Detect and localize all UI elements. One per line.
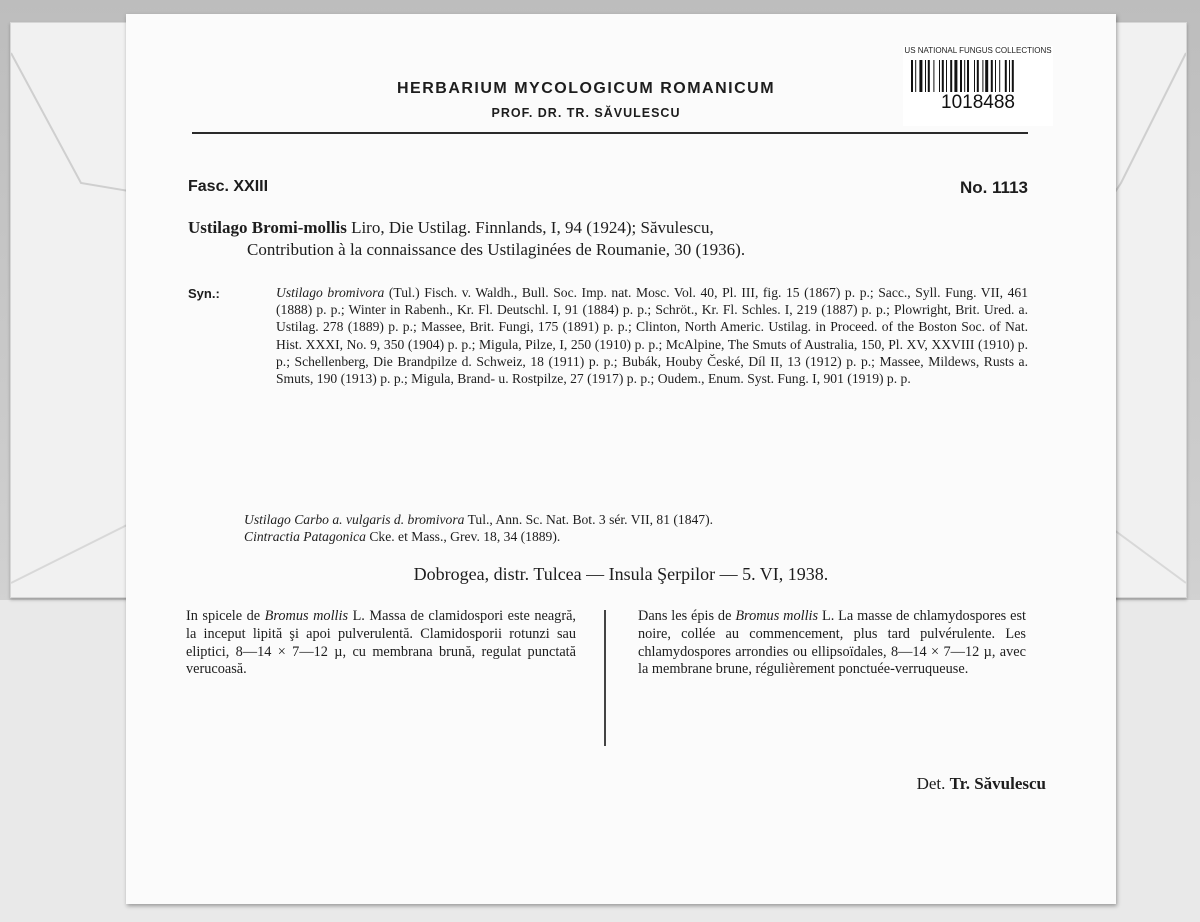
synonyms-paragraph <box>276 284 1028 387</box>
barcode-bar <box>1009 60 1010 92</box>
barcode-bar <box>942 60 944 92</box>
specimen-label <box>126 14 1116 904</box>
description-text: In spicele de <box>186 608 265 624</box>
barcode-bar <box>933 60 934 92</box>
column-divider <box>604 610 606 746</box>
host-name: Bromus mollis <box>735 608 819 624</box>
herbarium-subtitle: PROF. DR. TR. SĂVULESCU <box>491 106 681 120</box>
barcode-number: 1018488 <box>941 92 1015 113</box>
description-text: L. Massa de clamidospori este neagră, la inceput lipită şi apoi pulverulentă. Clamidosporii rotunzi sau eliptici, 8—14 × 7—12 µ, cu membrana brună, regulat punctată verucoasă. <box>186 608 576 678</box>
barcode-bar <box>982 60 983 92</box>
synonyms-label: Syn.: <box>188 286 220 301</box>
barcode-bar <box>925 60 926 92</box>
header-rule <box>192 132 1028 134</box>
barcode-bar <box>919 60 922 92</box>
barcode-bar <box>911 60 913 92</box>
barcode-bar <box>964 60 965 92</box>
barcode-bar <box>1012 60 1014 92</box>
barcode-bar <box>915 60 916 92</box>
host-name: Bromus mollis <box>264 608 349 624</box>
barcode-sticker <box>903 46 1053 126</box>
barcode-bar <box>991 60 993 92</box>
fascicle: Fasc. XXIII <box>188 178 269 195</box>
barcode-bar <box>977 60 979 92</box>
barcode-bar <box>1005 60 1007 92</box>
species-name: Ustilago Bromi-mollis <box>188 218 347 237</box>
barcode-bar <box>939 60 940 92</box>
barcode-bar <box>950 60 952 92</box>
barcode-bar <box>960 60 962 92</box>
synonym-name: Ustilago bromivora <box>276 285 385 300</box>
synonym-line <box>244 511 1044 528</box>
barcode-bar <box>985 60 988 92</box>
barcode-bar <box>928 60 930 92</box>
barcode-bar <box>954 60 957 92</box>
barcode <box>911 60 1045 92</box>
synonym-name: Cintractia Patagonica <box>244 529 366 545</box>
description-french <box>638 608 1026 679</box>
synonyms-additional <box>244 511 1044 545</box>
determiner-prefix: Det. <box>916 774 950 793</box>
species-citation-line2: Contribution à la connaissance des Ustilaginées de Roumanie, 30 (1936). <box>247 240 746 259</box>
barcode-bar <box>946 60 947 92</box>
barcode-bar <box>995 60 996 92</box>
herbarium-title: HERBARIUM MYCOLOGICUM ROMANICUM <box>396 80 776 97</box>
barcode-caption: US NATIONAL FUNGUS COLLECTIONS <box>904 46 1052 55</box>
determiner <box>917 774 1046 794</box>
description-text: Dans les épis de <box>638 608 736 624</box>
species-citation-line1: Liro, Die Ustilag. Finnlands, I, 94 (1924); Săvulescu, <box>346 218 714 237</box>
description-romanian <box>186 608 576 679</box>
synonym-name: Ustilago Carbo a. vulgaris d. bromivora <box>244 512 465 527</box>
barcode-bar <box>974 60 975 92</box>
determiner-name: Tr. Săvulescu <box>949 774 1046 793</box>
collection-locality: Dobrogea, distr. Tulcea — Insula Şerpilor — 5. VI, 1938. <box>413 564 829 584</box>
synonym-citation: Tul., Ann. Sc. Nat. Bot. 3 sér. VII, 81 (1847). <box>464 512 714 527</box>
barcode-bar <box>967 60 969 92</box>
barcode-bar <box>999 60 1000 92</box>
synonym-citations: (Tul.) Fisch. v. Waldh., Bull. Soc. Imp. nat. Mosc. Vol. 40, Pl. III, fig. 15 (1867) p. p.; Sacc., Syll. Fung. VII, 461 (1888) p. p.; Winter in Rabenh., Kr. Fl. Deutschl. I, 91 (1884) p. p.; Schröt., Kr. Fl. Schles. I, 219 (1887) p. p.; Plowright, Brit. Ured. a. Ustilag. 278 (1889) p. p.; Massee, Brit. Fungi, 175 (1891) p. p.; Clinton, North Americ. Ustilag. in Proceed. of the Boston Soc. of Nat. Hist. XXXI, No. 9, 350 (1904) p. p.; Migula, Pilze, I, 250 (1910) p. p.; McAlpine, The Smuts of Australia, 150, Pl. XV, XXVIII (1910) p. p.; Schellenberg, Die Brandpilze d. Schweiz, 18 (1911) p. p.; Bubák, Houby České, Díl II, 13 (1912) p. p.; Massee, Mildews, Rusts a. Smuts, 190 (1913) p. p.; Migula, Brand- u. Rostpilze, 27 (1917) p. p.; Oudem., Enum. Syst. Fung. I, 901 (1919) p. p. <box>276 285 1029 387</box>
exsiccata-number: No. 1113 <box>959 178 1028 197</box>
synonym-line <box>244 528 1044 545</box>
species-citation <box>188 217 1028 261</box>
synonym-citation: Cke. et Mass., Grev. 18, 34 (1889). <box>365 529 561 545</box>
description-text: L. La masse de chlamydospores est noire, collée au commencement, plus tard pulvérulente. Les chlamydospores arrondies ou ellipsoïdales, 8—14 × 7—12 µ, avec la membrane brune, régulièrement ponctuée-verruqueuse. <box>638 608 1026 678</box>
